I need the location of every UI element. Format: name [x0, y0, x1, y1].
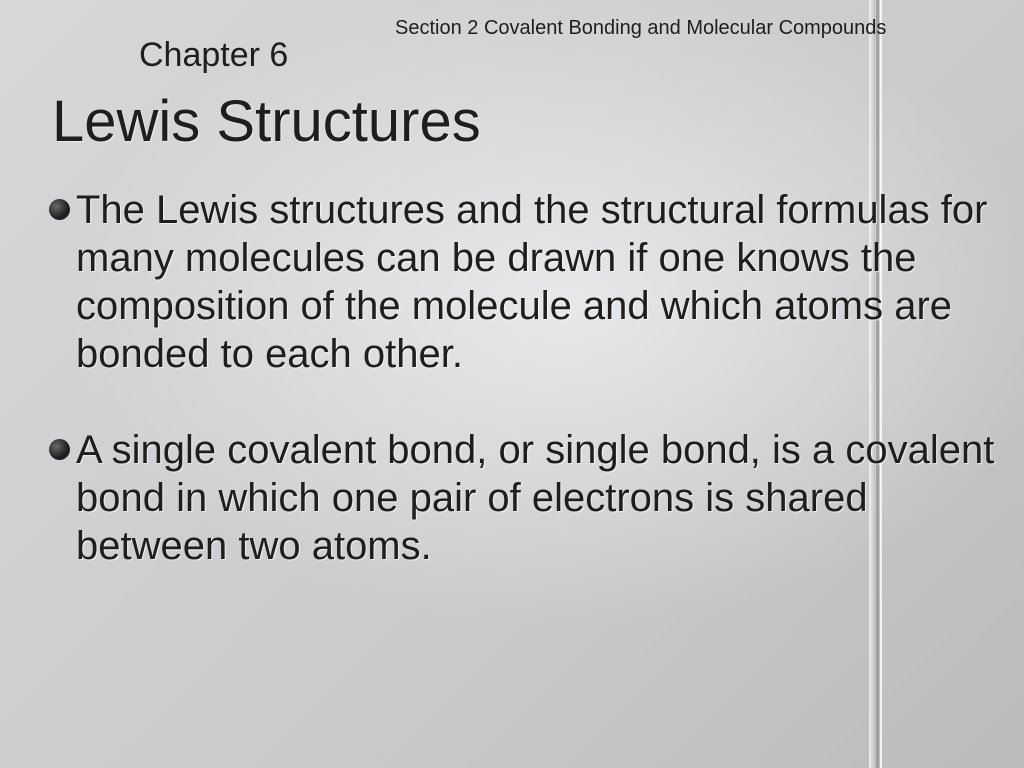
bullet-item [76, 186, 996, 378]
section-label: Section 2 Covalent Bonding and Molecular Compounds [395, 17, 887, 39]
bullet-text: A single covalent bond, or single bond, is a covalent bond in which one pair of electrons is shared between two atoms. [76, 428, 995, 568]
slide-title: Lewis Structures [52, 89, 481, 154]
bullet-list [76, 186, 996, 618]
bullet-icon [49, 439, 70, 460]
bullet-icon [49, 199, 70, 220]
bullet-text: The Lewis structures and the structural formulas for many molecules can be drawn if one knows the composition of the molecule and which atoms are bonded to each other. [76, 188, 988, 376]
chapter-label: Chapter 6 [139, 36, 289, 74]
bullet-item [76, 426, 996, 570]
